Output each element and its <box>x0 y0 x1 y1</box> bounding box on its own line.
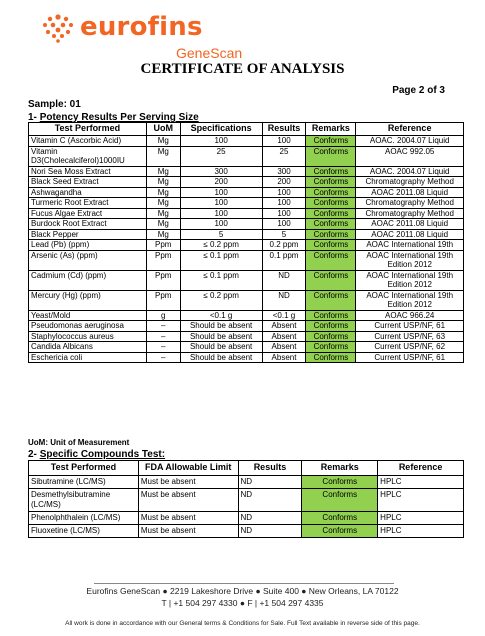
table-cell: 300 <box>180 166 262 177</box>
remarks-cell: Conforms <box>306 290 356 310</box>
table-cell: Ppm <box>146 270 180 290</box>
section2-heading <box>28 449 165 460</box>
table-cell: ND <box>262 270 306 290</box>
table-cell: AOAC International 19th Edition 2012 <box>356 290 464 310</box>
table-cell: – <box>146 352 180 363</box>
table-cell: Ppm <box>146 240 180 251</box>
table-cell: – <box>146 331 180 342</box>
table-cell: ND <box>262 290 306 310</box>
table-cell: Should be absent <box>180 342 262 353</box>
table-cell: Mg <box>146 208 180 219</box>
table-row <box>29 352 464 363</box>
table-cell: HPLC <box>378 476 464 489</box>
footer-address: Eurofins GeneScan ● 2219 Lakeshore Drive ● Suite 400 ● New Orleans, LA 70122 <box>86 586 399 596</box>
table-cell: Arsenic (As) (ppm) <box>29 250 147 270</box>
column-header: Results <box>238 461 302 476</box>
remarks-cell: Conforms <box>306 240 356 251</box>
table-row <box>29 229 464 240</box>
table-cell: ND <box>238 489 302 512</box>
table-row <box>29 342 464 353</box>
table-cell: Should be absent <box>180 321 262 332</box>
table-cell: ND <box>238 512 302 525</box>
remarks-cell: Conforms <box>306 270 356 290</box>
specific-compounds-table <box>28 460 464 538</box>
section1-title: Potency Results Per Serving Size <box>39 112 199 123</box>
table-cell: Absent <box>262 352 306 363</box>
table-cell: Mercury (Hg) (ppm) <box>29 290 147 310</box>
remarks-cell: Conforms <box>306 187 356 198</box>
uom-note: UoM: Unit of Measurement <box>28 438 130 447</box>
remarks-cell: Conforms <box>302 512 378 525</box>
potency-results-table <box>28 122 464 363</box>
table-cell: Black Pepper <box>29 229 147 240</box>
remarks-cell: Conforms <box>306 136 356 147</box>
table-cell: – <box>146 321 180 332</box>
remarks-cell: Conforms <box>306 219 356 230</box>
table-cell: 5 <box>180 229 262 240</box>
table-cell: 100 <box>262 198 306 209</box>
column-header: Remarks <box>306 123 356 136</box>
remarks-cell: Conforms <box>306 331 356 342</box>
table-cell: Current USP/NF, 61 <box>356 321 464 332</box>
table-cell: 300 <box>262 166 306 177</box>
table-row <box>29 476 464 489</box>
remarks-cell: Conforms <box>306 208 356 219</box>
table-cell: AOAC 992.05 <box>356 146 464 166</box>
table-cell: Burdock Root Extract <box>29 219 147 230</box>
table-cell: AOAC International 19th Edition 2012 <box>356 270 464 290</box>
column-header: Remarks <box>302 461 378 476</box>
table-cell: AOAC. 2004.07 Liquid <box>356 136 464 147</box>
table-cell: 25 <box>262 146 306 166</box>
table-cell: Vitamin C (Ascorbic Acid) <box>29 136 147 147</box>
table-cell: ≤ 0.1 ppm <box>180 270 262 290</box>
table-cell: Black Seed Extract <box>29 177 147 188</box>
table-cell: ≤ 0.2 ppm <box>180 290 262 310</box>
remarks-cell: Conforms <box>306 342 356 353</box>
table-cell: Nori Sea Moss Extract <box>29 166 147 177</box>
table-cell: g <box>146 310 180 321</box>
table-cell: ≤ 0.2 ppm <box>180 240 262 251</box>
footer-phone: T | +1 504 297 4330 ● F | +1 504 297 4335 <box>161 598 324 608</box>
section2-title: Specific Compounds Test: <box>39 449 166 460</box>
table-cell: 0.2 ppm <box>262 240 306 251</box>
table-cell: HPLC <box>378 489 464 512</box>
table-cell: Staphylococcus aureus <box>29 331 147 342</box>
table-row <box>29 208 464 219</box>
sample-label: Sample: 01 <box>28 99 81 110</box>
table-cell: 100 <box>262 208 306 219</box>
table-cell: Chromatography Method <box>356 198 464 209</box>
table-cell: Mg <box>146 177 180 188</box>
remarks-cell: Conforms <box>306 352 356 363</box>
table-cell: AOAC 2011.08 Liquid <box>356 219 464 230</box>
table-cell: Must be absent <box>138 525 238 538</box>
remarks-cell: Conforms <box>306 310 356 321</box>
table-cell: 100 <box>262 136 306 147</box>
table-cell: Phenolphthalein (LC/MS) <box>29 512 139 525</box>
table-cell: Ashwagandha <box>29 187 147 198</box>
table-row <box>29 177 464 188</box>
table-cell: Should be absent <box>180 352 262 363</box>
table-cell: Mg <box>146 187 180 198</box>
table-cell: Candida Albicans <box>29 342 147 353</box>
table-cell: Eschericia coli <box>29 352 147 363</box>
table-cell: Yeast/Mold <box>29 310 147 321</box>
table-cell: AOAC International 19th Edition 2012 <box>356 250 464 270</box>
table-row <box>29 240 464 251</box>
table-cell: 25 <box>180 146 262 166</box>
table-cell: Must be absent <box>138 476 238 489</box>
remarks-cell: Conforms <box>306 321 356 332</box>
table-cell: Lead (Pb) (ppm) <box>29 240 147 251</box>
table-cell: AOAC International 19th <box>356 240 464 251</box>
column-header: UoM <box>146 123 180 136</box>
logo-division: GeneScan <box>176 45 243 61</box>
remarks-cell: Conforms <box>306 229 356 240</box>
column-header: Reference <box>356 123 464 136</box>
table-cell: Pseudomonas aeruginosa <box>29 321 147 332</box>
remarks-cell: Conforms <box>306 198 356 209</box>
table-cell: Absent <box>262 321 306 332</box>
table-cell: Mg <box>146 136 180 147</box>
table-cell: AOAC 966.24 <box>356 310 464 321</box>
section1-number: 1- <box>28 112 37 123</box>
table-cell: Cadmium (Cd) (ppm) <box>29 270 147 290</box>
table-cell: 100 <box>180 198 262 209</box>
table-cell: HPLC <box>378 525 464 538</box>
column-header: FDA Allowable Limit <box>138 461 238 476</box>
table-cell: 100 <box>180 208 262 219</box>
table-row <box>29 310 464 321</box>
table-cell: AOAC 2011.08 Liquid <box>356 229 464 240</box>
eurofins-dots-icon <box>40 13 76 45</box>
table-cell: Must be absent <box>138 489 238 512</box>
table-cell: Mg <box>146 166 180 177</box>
table-cell: ND <box>238 476 302 489</box>
table-cell: Chromatography Method <box>356 177 464 188</box>
table-cell: 200 <box>262 177 306 188</box>
table-cell: 100 <box>180 187 262 198</box>
table-cell: Fucus Algae Extract <box>29 208 147 219</box>
table-cell: Fluoxetine (LC/MS) <box>29 525 139 538</box>
remarks-cell: Conforms <box>302 476 378 489</box>
document-title: CERTIFICATE OF ANALYSIS <box>140 61 345 77</box>
table-row <box>29 512 464 525</box>
column-header: Test Performed <box>29 461 139 476</box>
table-row <box>29 219 464 230</box>
table-cell: Mg <box>146 229 180 240</box>
table-cell: Turmeric Root Extract <box>29 198 147 209</box>
table-row <box>29 198 464 209</box>
table-cell: Current USP/NF, 63 <box>356 331 464 342</box>
table-cell: 100 <box>262 219 306 230</box>
table-cell: – <box>146 342 180 353</box>
eurofins-logo <box>40 10 243 68</box>
table-cell: 5 <box>262 229 306 240</box>
table-cell: Ppm <box>146 290 180 310</box>
remarks-cell: Conforms <box>306 166 356 177</box>
remarks-cell: Conforms <box>306 250 356 270</box>
table-cell: 200 <box>180 177 262 188</box>
table-cell: Current USP/NF, 62 <box>356 342 464 353</box>
remarks-cell: Conforms <box>302 525 378 538</box>
table-cell: Should be absent <box>180 331 262 342</box>
table-cell: Chromatography Method <box>356 208 464 219</box>
table-cell: Must be absent <box>138 512 238 525</box>
remarks-cell: Conforms <box>306 177 356 188</box>
table-cell: AOAC. 2004.07 Liquid <box>356 166 464 177</box>
remarks-cell: Conforms <box>302 489 378 512</box>
table-row <box>29 187 464 198</box>
table-row <box>29 489 464 512</box>
table-cell: Mg <box>146 198 180 209</box>
column-header: Reference <box>378 461 464 476</box>
column-header: Test Performed <box>29 123 147 136</box>
table-cell: Desmethylsibutramine (LC/MS) <box>29 489 139 512</box>
table-cell: 0.1 ppm <box>262 250 306 270</box>
column-header: Specifications <box>180 123 262 136</box>
table-row <box>29 166 464 177</box>
column-header: Results <box>262 123 306 136</box>
page-number: Page 2 of 3 <box>392 85 445 96</box>
footer-divider <box>94 583 394 584</box>
table-cell: Mg <box>146 146 180 166</box>
table-cell: AOAC 2011.08 Liquid <box>356 187 464 198</box>
table-header-row <box>29 123 464 136</box>
table-cell: 100 <box>180 136 262 147</box>
table-cell: Mg <box>146 219 180 230</box>
remarks-cell: Conforms <box>306 146 356 166</box>
logo-brand: eurofins <box>80 12 203 42</box>
table-cell: 100 <box>262 187 306 198</box>
table-cell: Current USP/NF, 61 <box>356 352 464 363</box>
table-cell: HPLC <box>378 512 464 525</box>
table-cell: <0.1 g <box>262 310 306 321</box>
table-cell: ND <box>238 525 302 538</box>
table-row <box>29 525 464 538</box>
table-row <box>29 146 464 166</box>
table-row <box>29 331 464 342</box>
table-row <box>29 290 464 310</box>
table-cell: Absent <box>262 331 306 342</box>
table-header-row <box>29 461 464 476</box>
table-row <box>29 136 464 147</box>
table-cell: Absent <box>262 342 306 353</box>
section2-number: 2- <box>28 449 37 460</box>
table-row <box>29 270 464 290</box>
footer-disclaimer: All work is done in accordance with our General terms & Conditions for Sale. Full Text available in reverse side of this page. <box>65 620 420 627</box>
table-row <box>29 250 464 270</box>
table-cell: Sibutramine (LC/MS) <box>29 476 139 489</box>
table-cell: <0.1 g <box>180 310 262 321</box>
table-row <box>29 321 464 332</box>
table-cell: ≤ 0.1 ppm <box>180 250 262 270</box>
table-cell: 100 <box>180 219 262 230</box>
table-cell: Vitamin D3(Cholecalciferol)1000IU <box>29 146 147 166</box>
table-cell: Ppm <box>146 250 180 270</box>
